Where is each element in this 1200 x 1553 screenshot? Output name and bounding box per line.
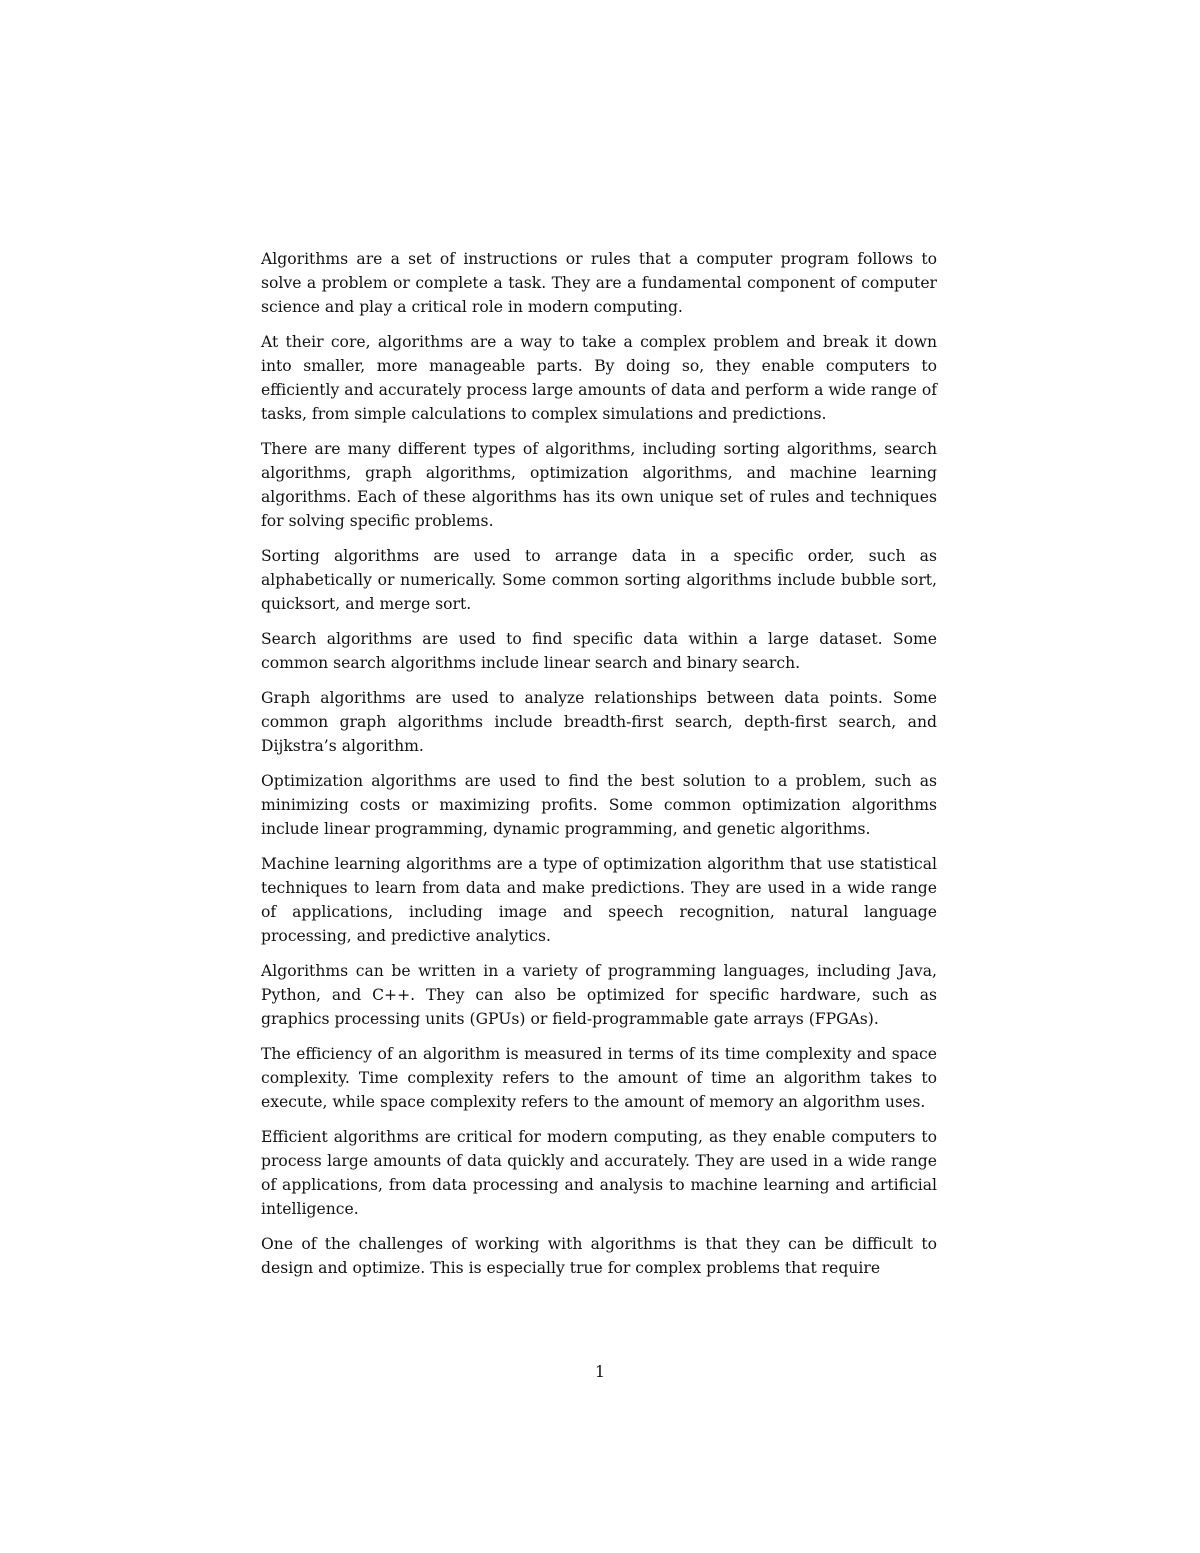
paragraph-5: Search algorithms are used to find specific data within a large dataset. Some common search algorithms include linear search and binary search. bbox=[261, 630, 937, 672]
paragraph-9: Algorithms can be written in a variety of programming languages, including Java, Python, and C++. They can also be optimized for specific hardware, such as graphics processing units (GPUs) or field-programmable gate arrays (FPGAs). bbox=[261, 962, 937, 1028]
paragraph-8: Machine learning algorithms are a type of optimization algorithm that use statistical techniques to learn from data and make predictions. They are used in a wide range of applications, including image and speech recognition, natural language processing, and predictive analytics. bbox=[261, 855, 937, 945]
body-text bbox=[261, 247, 937, 1291]
paragraph-6: Graph algorithms are used to analyze relationships between data points. Some common graph algorithms include breadth-first search, depth-first search, and Dijkstra’s algorithm. bbox=[261, 689, 937, 755]
paragraph-12: One of the challenges of working with algorithms is that they can be difficult to design and optimize. This is especially true for complex problems that require bbox=[261, 1235, 937, 1277]
paragraph-4: Sorting algorithms are used to arrange data in a specific order, such as alphabetically or numerically. Some common sorting algorithms include bubble sort, quicksort, and merge sort. bbox=[261, 547, 937, 613]
paragraph-2: At their core, algorithms are a way to take a complex problem and break it down into smaller, more manageable parts. By doing so, they enable computers to efficiently and accurately process large amounts of data and perform a wide range of tasks, from simple calculations to complex simulations and predictions. bbox=[261, 333, 937, 423]
paragraph-11: Efficient algorithms are critical for modern computing, as they enable computers to process large amounts of data quickly and accurately. They are used in a wide range of applications, from data processing and analysis to machine learning and artificial intelligence. bbox=[261, 1128, 937, 1218]
paragraph-7: Optimization algorithms are used to find the best solution to a problem, such as minimizing costs or maximizing profits. Some common optimization algorithms include linear programming, dynamic programming, and genetic algorithms. bbox=[261, 772, 937, 838]
paragraph-1: Algorithms are a set of instructions or rules that a computer program follows to solve a problem or complete a task. They are a fundamental component of computer science and play a critical role in modern computing. bbox=[261, 250, 937, 316]
paragraph-10: The efficiency of an algorithm is measured in terms of its time complexity and space complexity. Time complexity refers to the amount of time an algorithm takes to execute, while space complexity refers to the amount of memory an algorithm uses. bbox=[261, 1045, 937, 1111]
page-number: 1 bbox=[595, 1363, 605, 1381]
paragraph-3: There are many different types of algorithms, including sorting algorithms, search algorithms, graph algorithms, optimization algorithms, and machine learning algorithms. Each of these algorithms has its own unique set of rules and techniques for solving specific problems. bbox=[261, 440, 937, 530]
